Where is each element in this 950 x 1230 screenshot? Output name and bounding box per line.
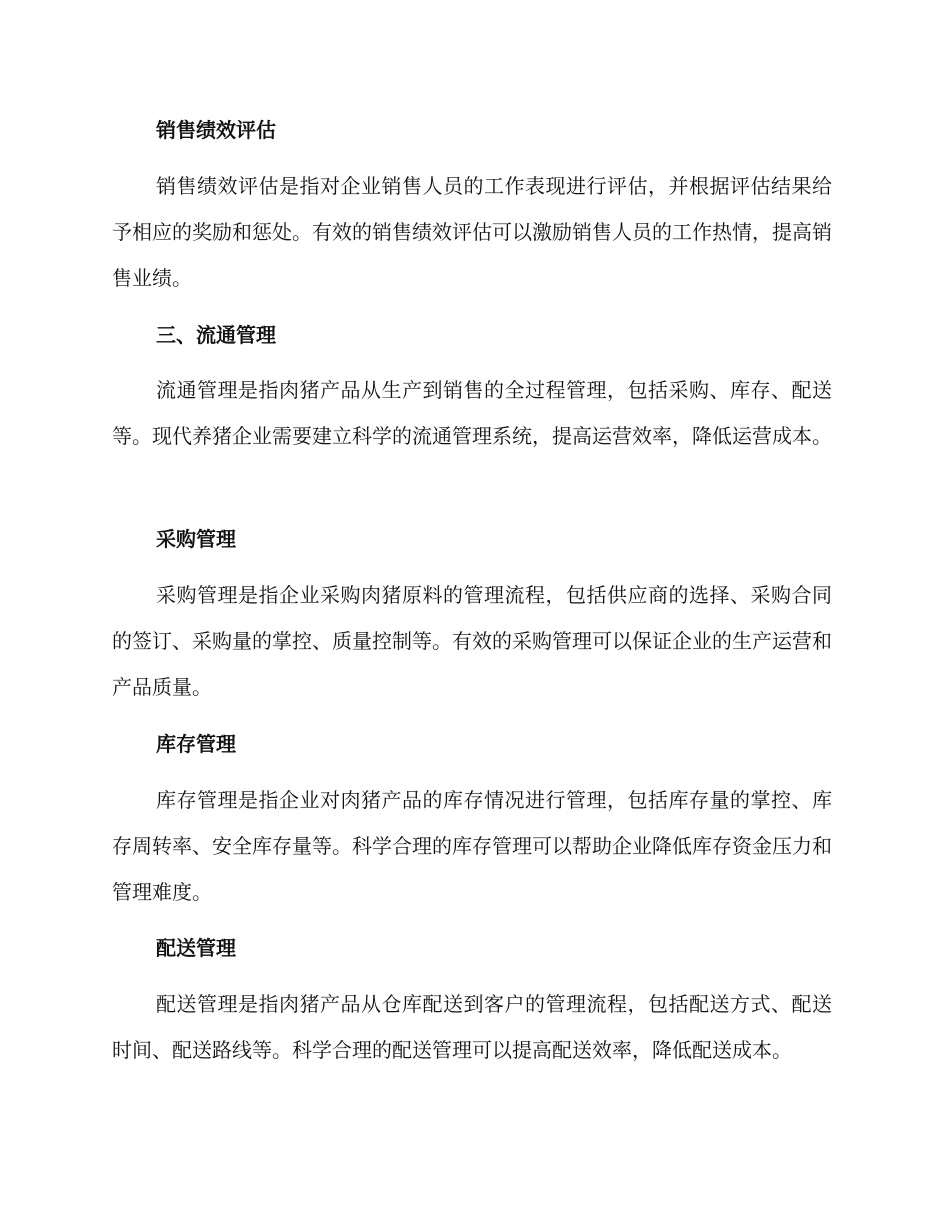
section-heading-procurement-management: 采购管理 (156, 527, 236, 551)
section-paragraph-inventory-management: 库存管理是指企业对肉猪产品的库存情况进行管理，包括库存量的掌控、库存周转率、安全库存量等。科学合理的库存管理可以帮助企业降低库存资金压力和管理难度。 (112, 788, 832, 904)
section-heading-circulation-management: 三、流通管理 (156, 323, 276, 347)
section-heading-distribution-management: 配送管理 (156, 936, 236, 960)
section-paragraph-sales-performance: 销售绩效评估是指对企业销售人员的工作表现进行评估，并根据评估结果给予相应的奖励和惩处。有效的销售绩效评估可以激励销售人员的工作热情，提高销售业绩。 (112, 174, 832, 290)
section-paragraph-procurement-management: 采购管理是指企业采购肉猪原料的管理流程，包括供应商的选择、采购合同的签订、采购量的掌控、质量控制等。有效的采购管理可以保证企业的生产运营和产品质量。 (112, 583, 832, 699)
section-heading-sales-performance: 销售绩效评估 (156, 118, 276, 142)
section-paragraph-circulation-management: 流通管理是指肉猪产品从生产到销售的全过程管理，包括采购、库存、配送等。现代养猪企业需要建立科学的流通管理系统，提高运营效率，降低运营成本。 (112, 378, 832, 448)
section-heading-inventory-management: 库存管理 (156, 732, 236, 756)
section-paragraph-distribution-management: 配送管理是指肉猪产品从仓库配送到客户的管理流程，包括配送方式、配送时间、配送路线等。科学合理的配送管理可以提高配送效率，降低配送成本。 (112, 992, 832, 1062)
